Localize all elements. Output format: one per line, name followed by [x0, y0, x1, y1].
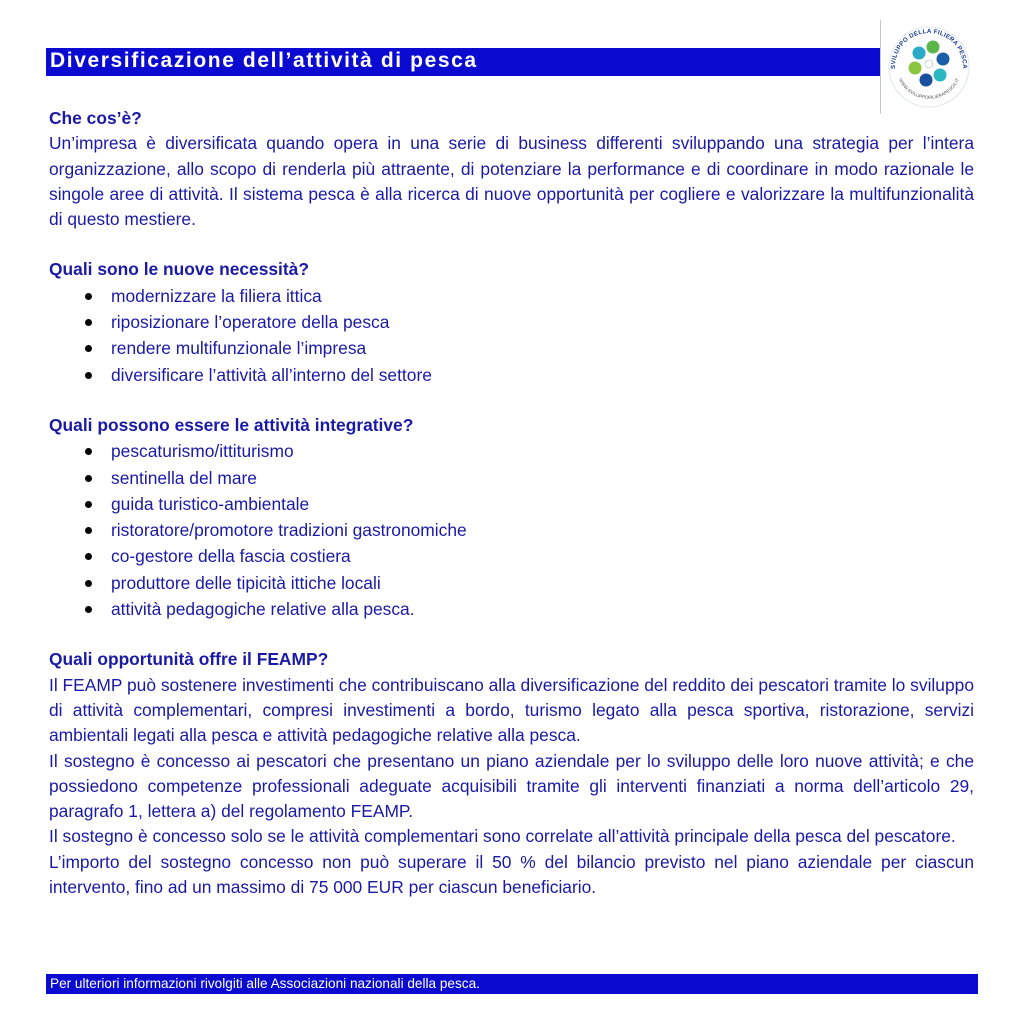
heading-feamp: Quali opportunità offre il FEAMP? — [49, 649, 329, 670]
paragraph-feamp-1: Il FEAMP può sostenere investimenti che contribuiscano alla diversificazione del reddito dei pescatori tramite lo sviluppo di attività complementari, compresi investimenti a bordo, turismo legato alla pesca sportiva, ristorazione, servizi ambientali legati alla pesca e attività pedagogiche relative alla pesca. — [49, 674, 974, 746]
list-item: ristoratore/promotore tradizioni gastronomiche — [49, 517, 974, 543]
lightbulb-icon — [909, 62, 922, 75]
paragraph-feamp-4: L’importo del sostegno concesso non può superare il 50 % del bilancio previsto nel piano aziendale per ciascun intervento, fino ad un massimo di 75 000 EUR per ciascun beneficiario. — [49, 851, 974, 898]
logo-ring-text: SVILUPPO DELLA FILIERA PESCA — [889, 28, 969, 70]
page-title: Diversificazione dell’attività di pesca — [50, 49, 478, 72]
location-pin-icon — [934, 69, 947, 82]
logo — [880, 20, 978, 114]
person-icon — [937, 53, 950, 66]
needs-list — [49, 283, 974, 388]
main-content — [49, 106, 974, 900]
list-item: rendere multifunzionale l’impresa — [49, 335, 974, 361]
logo-url-text: WWW.SVILUPPOFILIERAPESCA.IT — [897, 77, 961, 100]
paragraph-feamp-3: Il sostegno è concesso solo se le attività complementari sono correlate all’attività principale della pesca del pescatore. — [49, 826, 956, 847]
list-item: sentinella del mare — [49, 465, 974, 491]
handshake-icon — [913, 47, 926, 60]
paragraph-feamp-2: Il sostegno è concesso ai pescatori che presentano un piano aziendale per lo sviluppo delle loro nuove attività; e che possiedono competenze professionali adeguate acquisibili tramite gli interventi finanziati a norma dell’articolo 29, paragrafo 1, lettera a) del regolamento FEAMP. — [49, 750, 974, 822]
list-item: attività pedagogiche relative alla pesca. — [49, 596, 974, 622]
activities-list — [49, 438, 974, 622]
logo-center — [925, 60, 933, 68]
paragraph-what: Un’impresa è diversificata quando opera in una serie di business differenti sviluppando una strategia per l’intera organizzazione, allo scopo di renderla più attraente, di potenziare la performance e di coordinare in modo razionale le singole aree di attività. Il sistema pesca è alla ricerca di nuove opportunità per cogliere e valorizzare la multifunzionalità di questo mestiere. — [49, 133, 974, 230]
filiera-pesca-logo — [881, 20, 978, 114]
heading-needs: Quali sono le nuove necessità? — [49, 259, 309, 280]
list-item: riposizionare l’operatore della pesca — [49, 309, 974, 335]
eu-flag-icon — [920, 74, 933, 87]
heading-activities: Quali possono essere le attività integrative? — [49, 414, 414, 435]
footer-bar — [46, 974, 978, 994]
list-item: co-gestore della fascia costiera — [49, 543, 974, 569]
list-item: produttore delle tipicità ittiche locali — [49, 570, 974, 596]
list-item: guida turistico-ambientale — [49, 491, 974, 517]
people-icon — [927, 41, 940, 54]
heading-what: Che cos’è? — [49, 108, 142, 128]
list-item: diversificare l’attività all’interno del settore — [49, 362, 974, 388]
list-item: modernizzare la filiera ittica — [49, 283, 974, 309]
title-bar — [46, 48, 978, 76]
list-item: pescaturismo/ittiturismo — [49, 438, 974, 464]
footer-text: Per ulteriori informazioni rivolgiti alle Associazioni nazionali della pesca. — [50, 976, 480, 991]
